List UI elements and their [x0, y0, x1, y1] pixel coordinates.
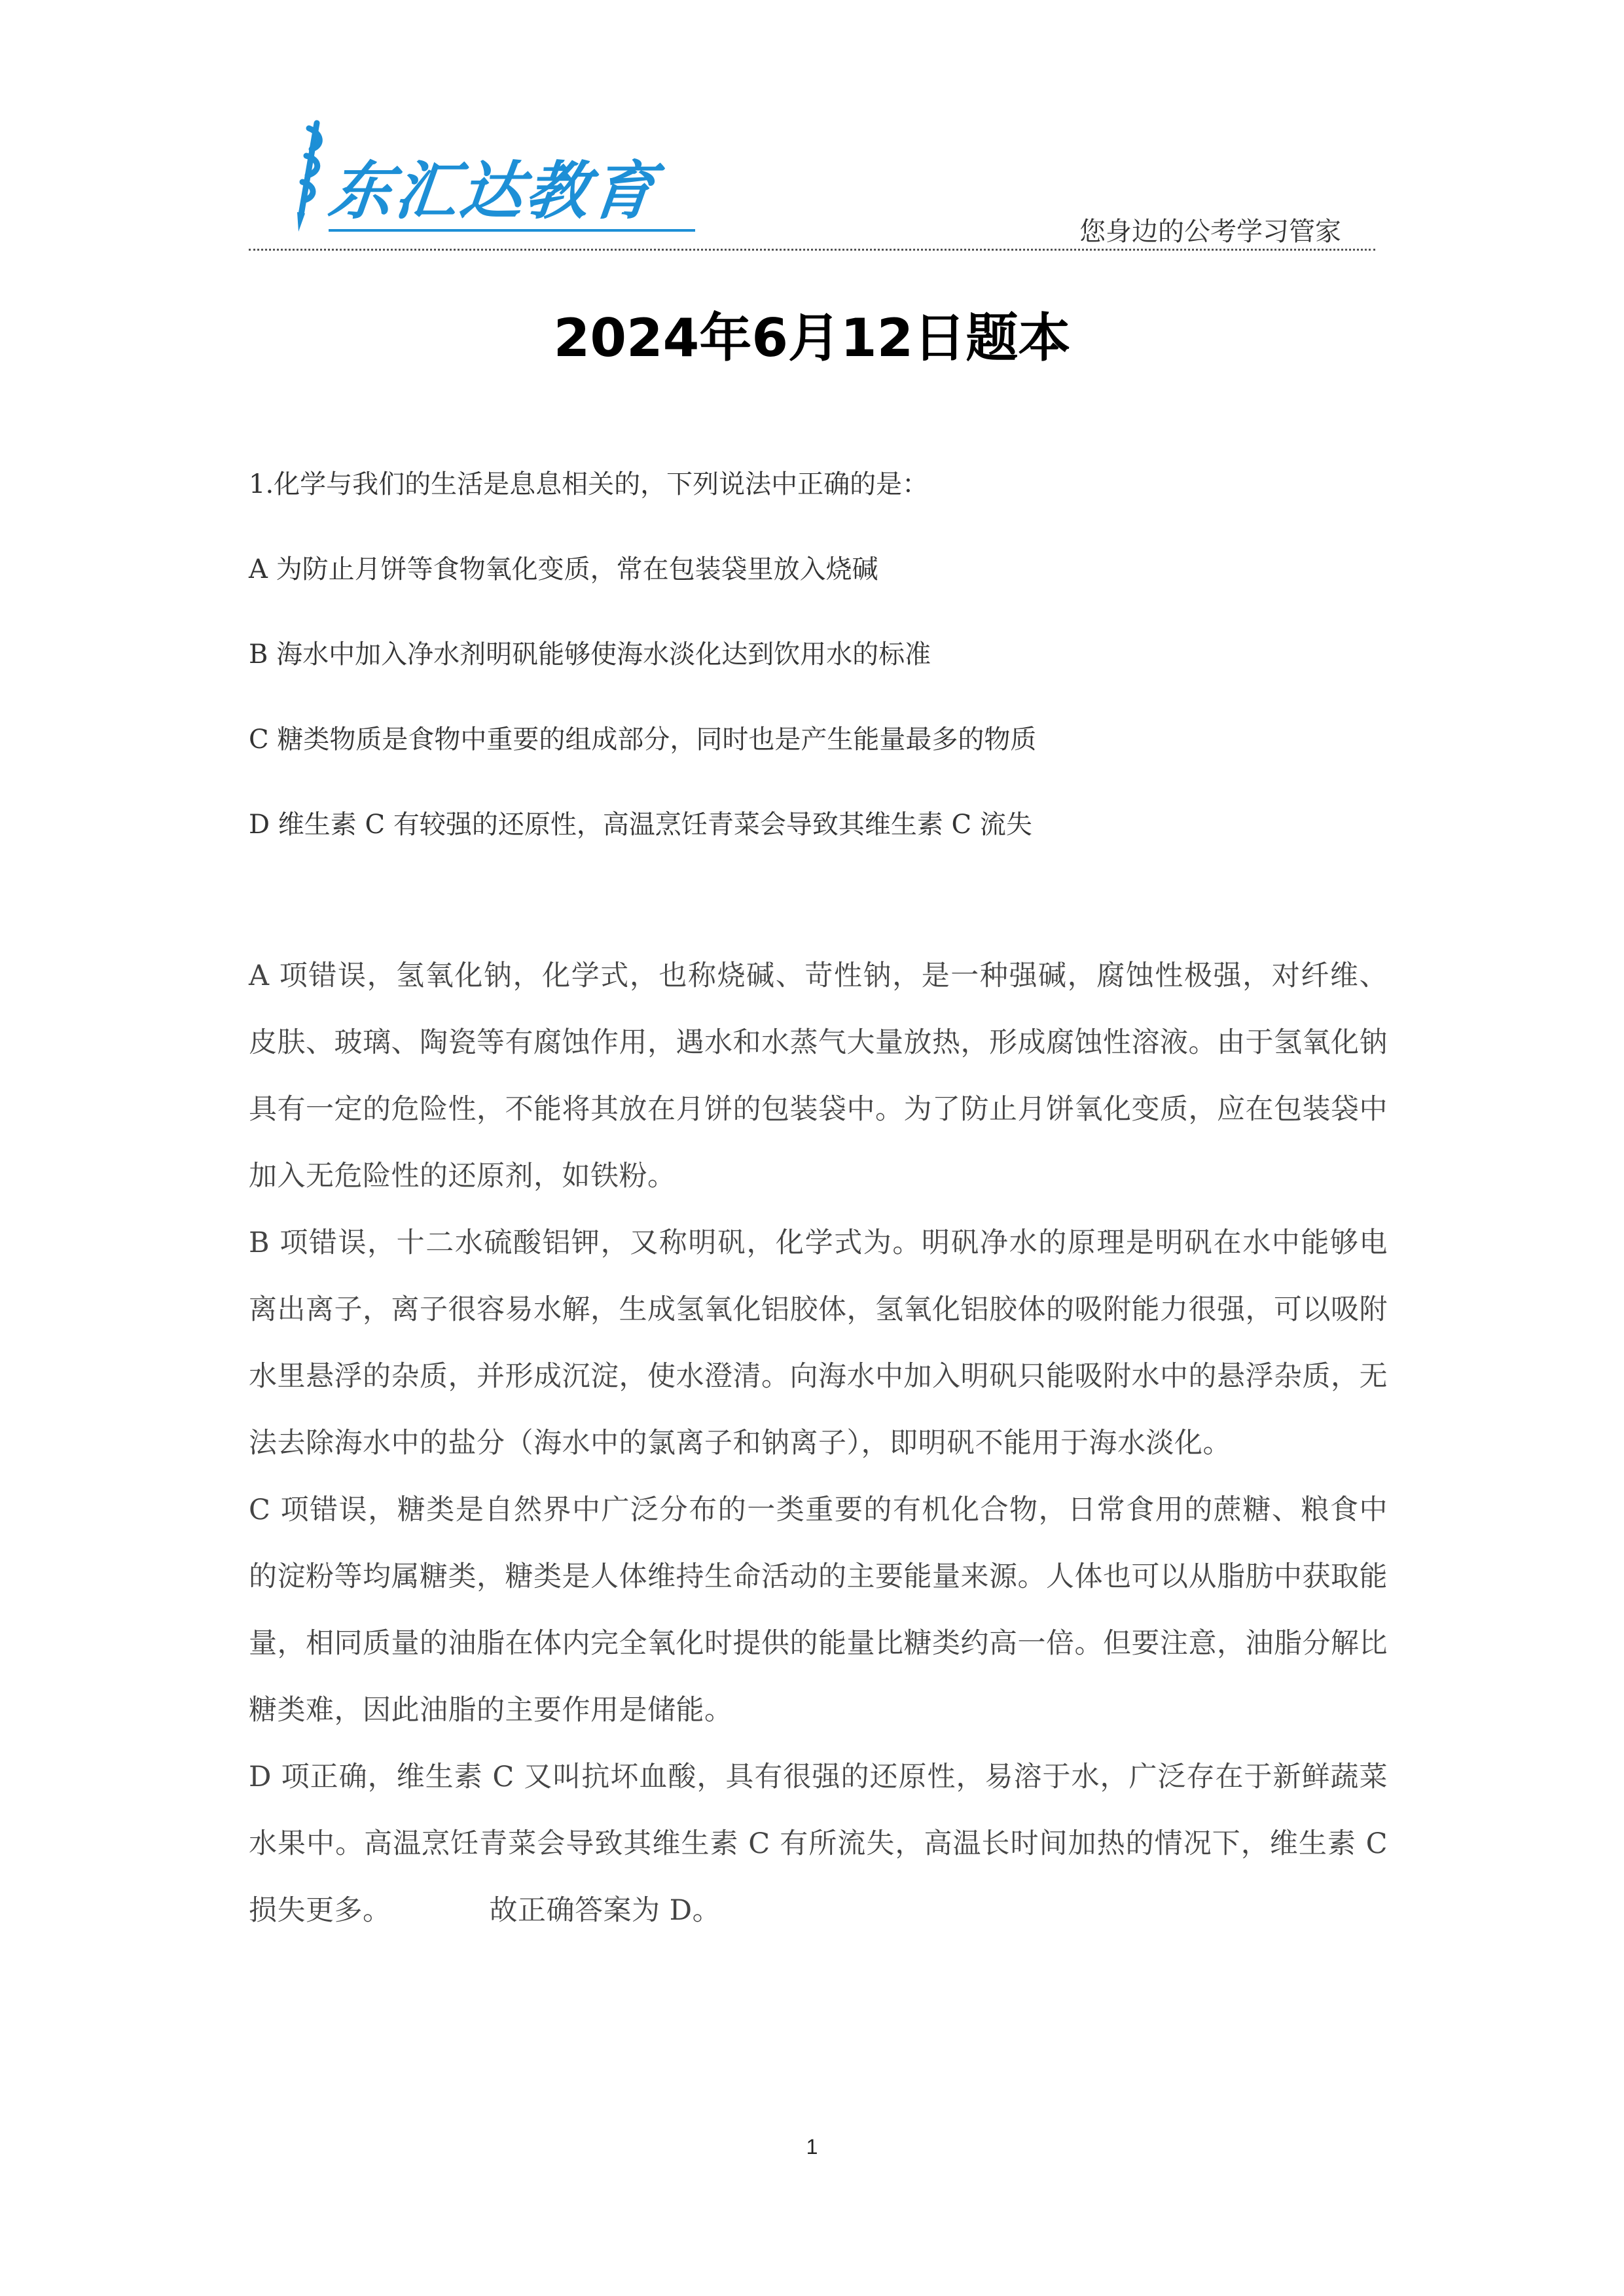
- question-stem: 1.化学与我们的生活是息息相关的，下列说法中正确的是：: [249, 469, 929, 499]
- page-number: 1: [806, 2135, 818, 2159]
- analysis-d-text: D 项正确，维生素 C 又叫抗坏血酸，具有很强的还原性，易溶于水，广泛存在于新鲜蔬菜水果中。高温烹饪青菜会导致其维生素 C 有所流失，高温长时间加热的情况下，维生素 C 损失更多。: [249, 1761, 1388, 1927]
- option-b: B 海水中加入净水剂明矾能够使海水淡化达到饮用水的标准: [249, 639, 931, 670]
- option-c: C 糖类物质是食物中重要的组成部分，同时也是产生能量最多的物质: [249, 725, 1037, 755]
- analysis-paragraph-c: C 项错误，糖类是自然界中广泛分布的一类重要的有机化合物，日常食用的蔗糖、粮食中的淀粉等均属糖类，糖类是人体维持生命活动的主要能量来源。人体也可以从脂肪中获取能量，相同质量的油脂在体内完全氧化时提供的能量比糖类约高一倍。但要注意，油脂分解比糖类难，因此油脂的主要作用是储能。: [249, 1494, 1388, 1727]
- logo-underline: [329, 229, 695, 232]
- question-block: [249, 458, 1375, 884]
- analysis-paragraph-d: [249, 1744, 1388, 1944]
- analysis-block: [249, 942, 1388, 1944]
- brand-logo: [283, 111, 702, 242]
- analysis-paragraph-b: B 项错误，十二水硫酸铝钾，又称明矾，化学式为。明矾净水的原理是明矾在水中能够电离出离子，离子很容易水解，生成氢氧化铝胶体，氢氧化铝胶体的吸附能力很强，可以吸附水里悬浮的杂质，并形成沉淀，使水澄清。向海水中加入明矾只能吸附水中的悬浮杂质，无法去除海水中的盐分（海水中的氯离子和钠离子），即明矾不能用于海水淡化。: [249, 1227, 1388, 1460]
- option-a: A 为防止月饼等食物氧化变质，常在包装袋里放入烧碱: [249, 554, 878, 584]
- analysis-paragraph-a: A 项错误，氢氧化钠，化学式，也称烧碱、苛性钠，是一种强碱，腐蚀性极强，对纤维、皮肤、玻璃、陶瓷等有腐蚀作用，遇水和水蒸气大量放热，形成腐蚀性溶液。由于氢氧化钠具有一定的危险性，不能将其放在月饼的包装袋中。为了防止月饼氧化变质，应在包装袋中加入无危险性的还原剂，如铁粉。: [249, 960, 1388, 1193]
- header-tagline: 您身边的公考学习管家: [1079, 217, 1341, 247]
- logo-text: 东汇达教育: [325, 154, 661, 228]
- answer-text: 故正确答案为 D。: [489, 1894, 721, 1927]
- page-title: 2024年6月12日题本: [553, 308, 1071, 368]
- option-d: D 维生素 C 有较强的还原性，高温烹饪青菜会导致其维生素 C 流失: [249, 810, 1032, 840]
- header-divider: [249, 249, 1375, 251]
